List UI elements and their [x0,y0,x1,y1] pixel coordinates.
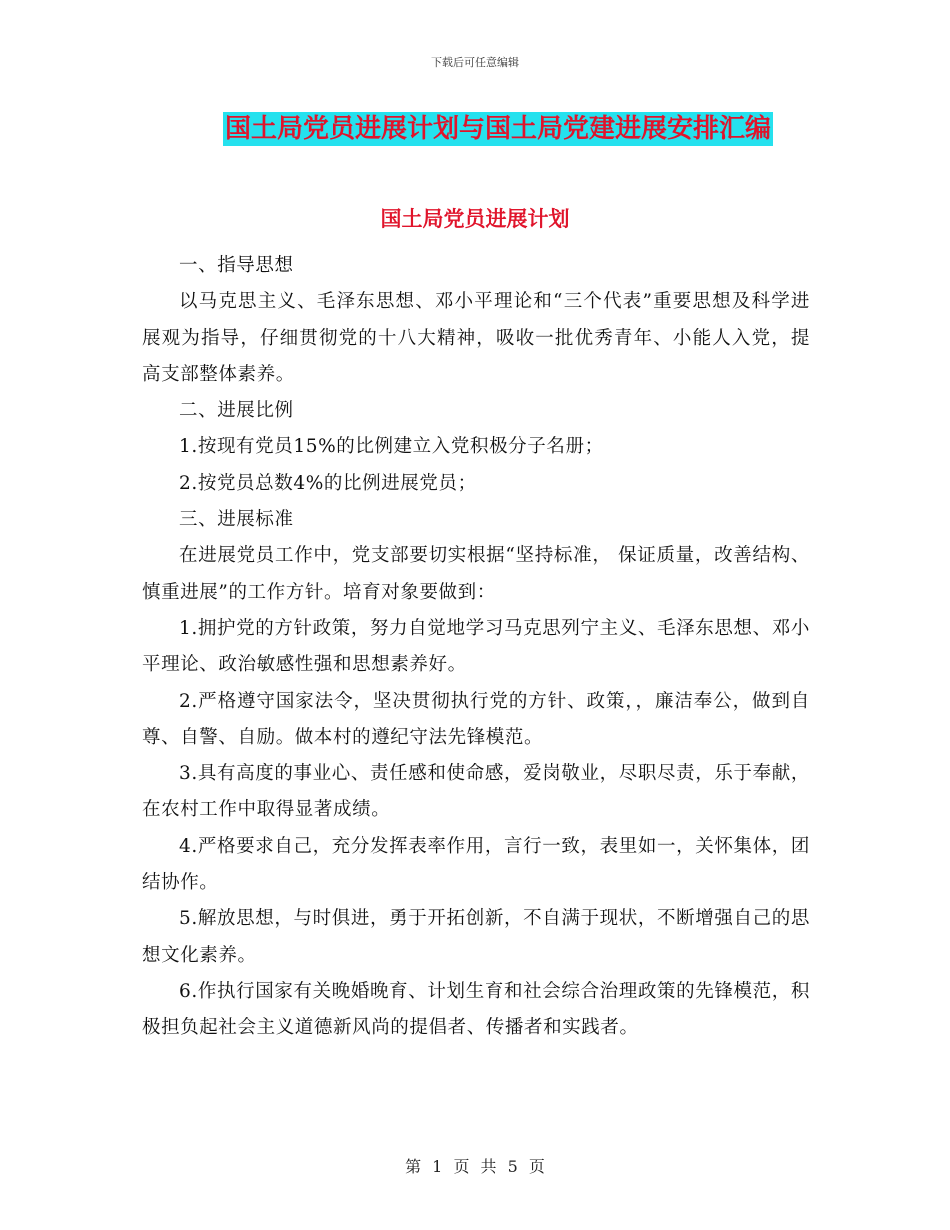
heading-development-ratio: 二、进展比例 [179,400,294,422]
paragraph-guiding-ideology: 以马克思主义、毛泽东思想、邓小平理论和“三个代表”重要思想及科学进展观为指导，仔细贯彻党的十八大精神，吸收一批优秀青年、小能人入党，提高支部整体素养。 [142,291,810,385]
list-item-ratio-2: 2.按党员总数4%的比例进展党员； [179,472,477,494]
page-number-footer: 第 1 页 共 5 页 [405,1157,545,1176]
document-body [142,248,810,1047]
list-item-standard-3: 3.具有高度的事业心、责任感和使命感，爱岗敬业，尽职尽责，乐于奉献，在农村工作中取得显著成绩。 [142,763,810,821]
document-title: 国土局党员进展计划与国土局党建进展安排汇编 [224,114,771,144]
list-item-standard-1: 1.拥护党的方针政策，努力自觉地学习马克思列宁主义、毛泽东思想、邓小平理论、政治敏感性强和思想素养好。 [142,617,810,676]
heading-guiding-ideology: 一、指导思想 [179,255,294,276]
list-item-standard-4: 4.严格要求自己，充分发挥表率作用，言行一致，表里如一，关怀集体，团结协作。 [142,835,810,894]
document-title-container [0,112,950,146]
list-item-ratio-1: 1.按现有党员15%的比例建立入党积极分子名册； [179,436,604,458]
list-item-standard-6: 6.作执行国家有关晚婚晚育、计划生育和社会综合治理政策的先锋模范，积极担负起社会主义道德新风尚的提倡者、传播者和实践者。 [142,980,810,1039]
list-item-standard-5: 5.解放思想，与时俱进，勇于开拓创新，不自满于现状，不断增强自己的思想文化素养。 [142,908,810,966]
header-note: 下载后可任意编辑 [431,56,519,69]
list-item-standard-2: 2.严格遵守国家法令，坚决贯彻执行党的方针、政策，，廉洁奉公，做到自尊、自警、自励。做本村的遵纪守法先锋模范。 [142,690,810,748]
heading-development-standard: 三、进展标准 [179,509,294,531]
section-title: 国土局党员进展计划 [380,206,570,231]
paragraph-standard-intro: 在进展党员工作中，党支部要切实根据“坚持标准， 保证质量，改善结构、慎重进展”的工作方针。培育对象要做到： [142,545,810,603]
